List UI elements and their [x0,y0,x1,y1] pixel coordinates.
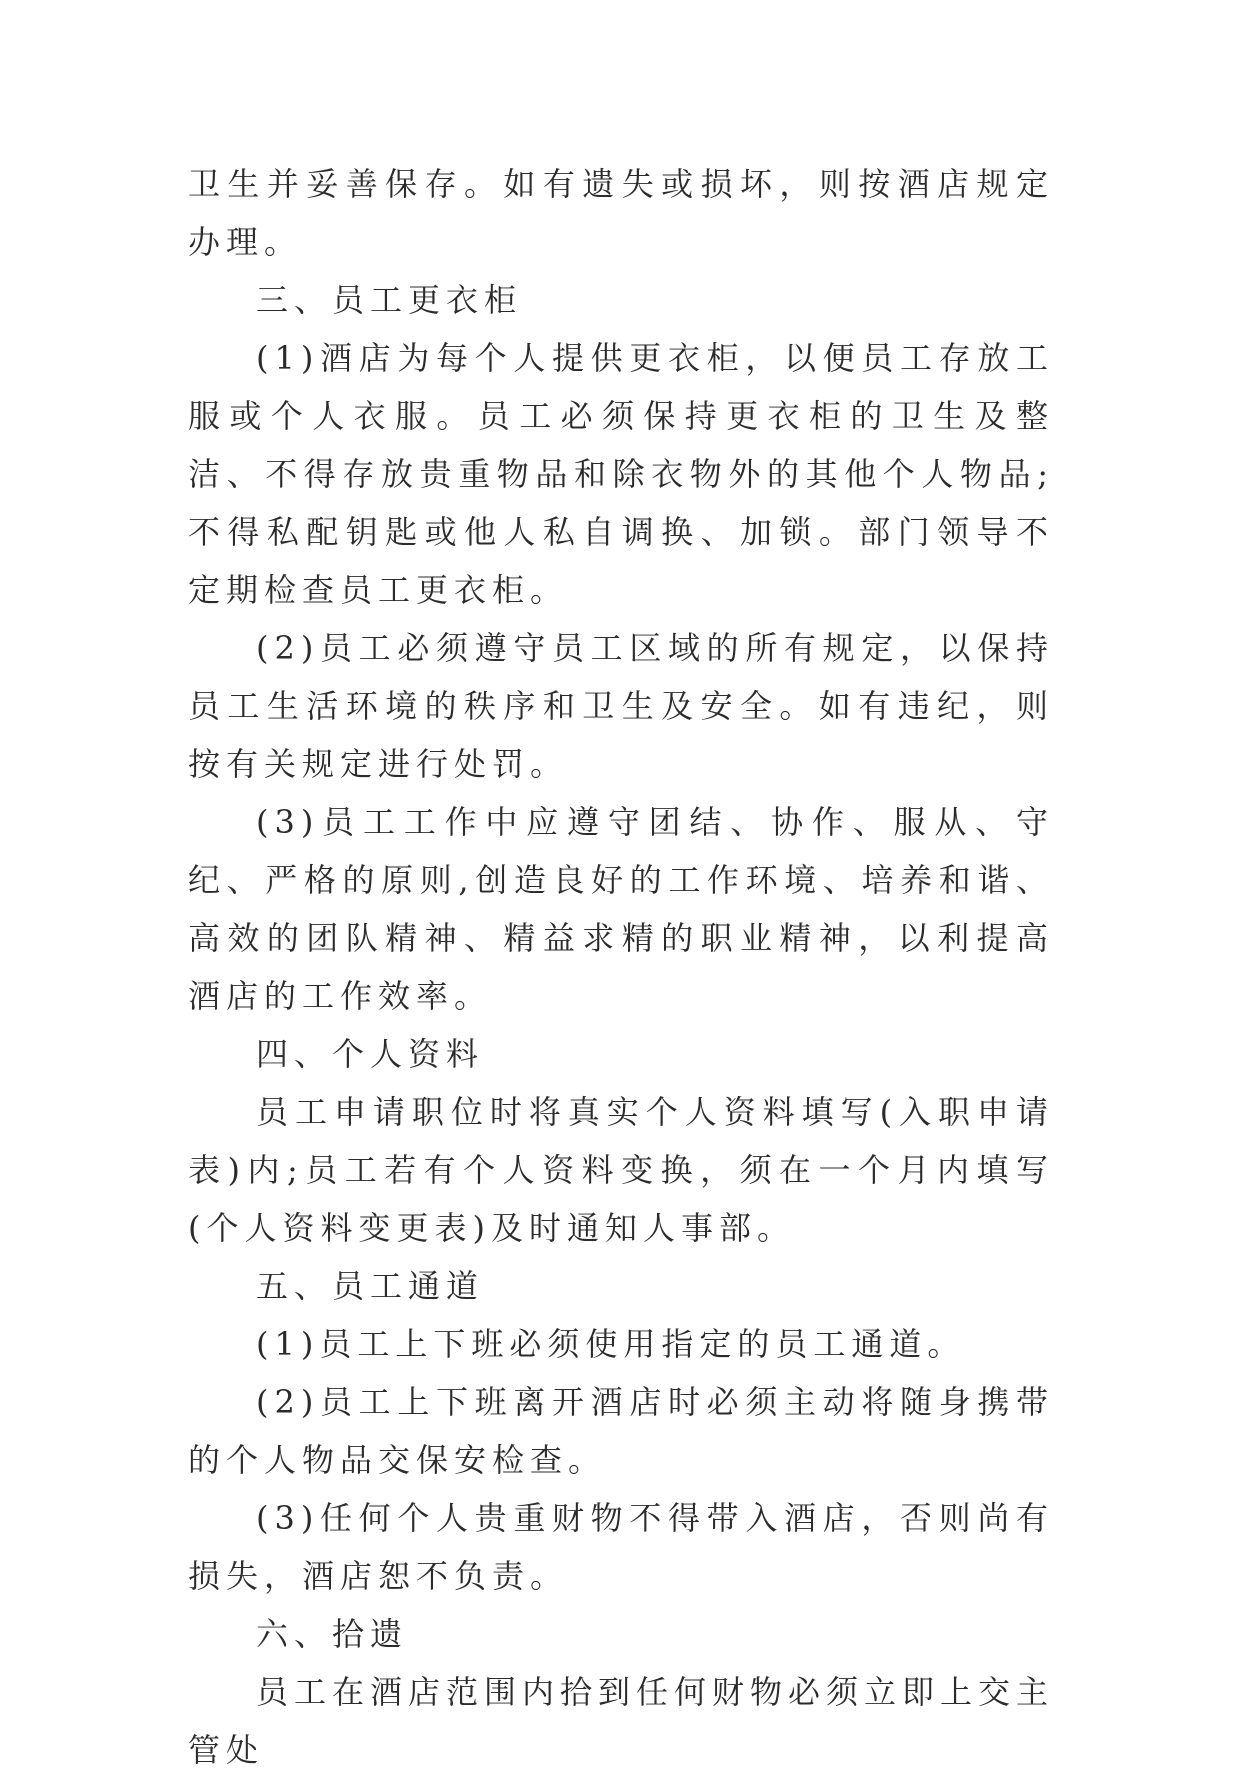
paragraph-personal-info: 员工申请职位时将真实个人资料填写(入职申请表)内;员工若有个人资料变换，须在一个月内填写(个人资料变更表)及时通知人事部。 [188,1093,1054,1247]
paragraph-lost-found: 员工在酒店范围内拾到任何财物必须立即上交主管处 [188,1673,1055,1769]
paragraph-passage-3: (3)任何个人贵重财物不得带入酒店，否则尚有损失，酒店恕不负责。 [188,1499,1054,1595]
section-heading-locker: 三、员工更衣柜 [256,281,523,319]
paragraph-passage-1: (1)员工上下班必须使用指定的员工通道。 [256,1325,966,1363]
paragraph-passage-2: (2)员工上下班离开酒店时必须主动将随身携带的个人物品交保安检查。 [188,1383,1054,1479]
section-heading-lost-found: 六、拾遗 [256,1615,409,1653]
paragraph-locker-3: (3)员工工作中应遵守团结、协作、服从、守纪、严格的原则,创造良好的工作环境、培养和谐、高效的团队精神、精益求精的职业精神，以利提高酒店的工作效率。 [188,803,1054,1015]
section-heading-personal-info: 四、个人资料 [256,1035,485,1073]
paragraph-locker-2: (2)员工必须遵守员工区域的所有规定，以保持员工生活环境的秩序和卫生及安全。如有违纪，则按有关规定进行处罚。 [188,629,1054,783]
section-heading-passage: 五、员工通道 [256,1267,485,1305]
paragraph-continuation: 卫生并妥善保存。如有遗失或损坏，则按酒店规定办理。 [188,165,1054,261]
document-body [188,155,1054,1779]
paragraph-locker-1: (1)酒店为每个人提供更衣柜，以便员工存放工服或个人衣服。员工必须保持更衣柜的卫生及整洁、不得存放贵重物品和除衣物外的其他个人物品;不得私配钥匙或他人私自调换、加锁。部门领导不定期检查员工更衣柜。 [188,339,1054,609]
